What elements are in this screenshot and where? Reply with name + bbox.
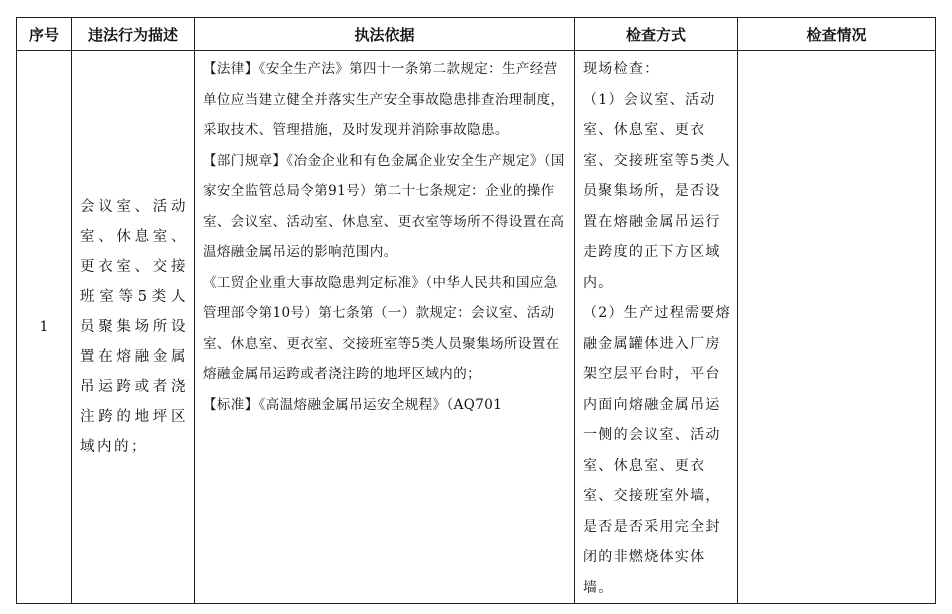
row-enforcement-basis [195,51,575,604]
row-serial-number: 1 [17,51,72,604]
header-serial-number: 序号 [17,18,72,51]
row-inspection-status[interactable] [738,51,936,604]
basis-law-paragraph: 【法律】《安全生产法》第四十一条第二款规定：生产经营单位应当建立健全并落实生产安全事故隐患排查治理制度，采取技术、管理措施，及时发现并消除事故隐患。 [203,61,565,138]
inspection-table [16,17,936,604]
header-violation-description: 违法行为描述 [72,18,195,51]
row-violation-description: 会议室、活动室、休息室、更衣室、交接班室等5类人员聚集场所设置在熔融金属吊运跨或者浇注跨的地坪区域内的； [72,51,195,604]
method-item-1: （1）会议室、活动室、休息室、更衣室、交接班室等5类人员聚集场所，是否设置在熔融金属吊运行走跨度的正下方区域内。 [583,91,731,291]
method-item-2: （2）生产过程需要熔融金属罐体进入厂房架空层平台时，平台内面向熔融金属吊运一侧的会议室、活动室、休息室、更衣室、交接班室外墙，是否是否采用完全封闭的非燃烧体实体墙。 [583,305,731,596]
header-enforcement-basis: 执法依据 [195,18,575,51]
header-inspection-status: 检查情况 [738,18,936,51]
header-inspection-method: 检查方式 [575,18,738,51]
basis-standard-paragraph: 【标准】《高温熔融金属吊运安全规程》（AQ701 [203,396,503,413]
basis-standard-judgement-paragraph: 《工贸企业重大事故隐患判定标准》（中华人民共和国应急管理部令第10号）第七条第（一）款规定：会议室、活动室、休息室、更衣室、交接班室等5类人员聚集场所设置在熔融金属吊运跨或者浇注跨的地坪区域内的； [203,274,560,382]
basis-regulation-paragraph: 【部门规章】《冶金企业和有色金属企业安全生产规定》（国家安全监管总局令第91号）第二十七条规定：企业的操作室、会议室、活动室、休息室、更衣室等场所不得设置在高温熔融金属吊运的影响范围内。 [203,152,565,260]
row-inspection-method [575,51,738,604]
table-header-row [17,18,936,51]
table-row [17,51,936,604]
method-intro: 现场检查： [583,61,660,77]
